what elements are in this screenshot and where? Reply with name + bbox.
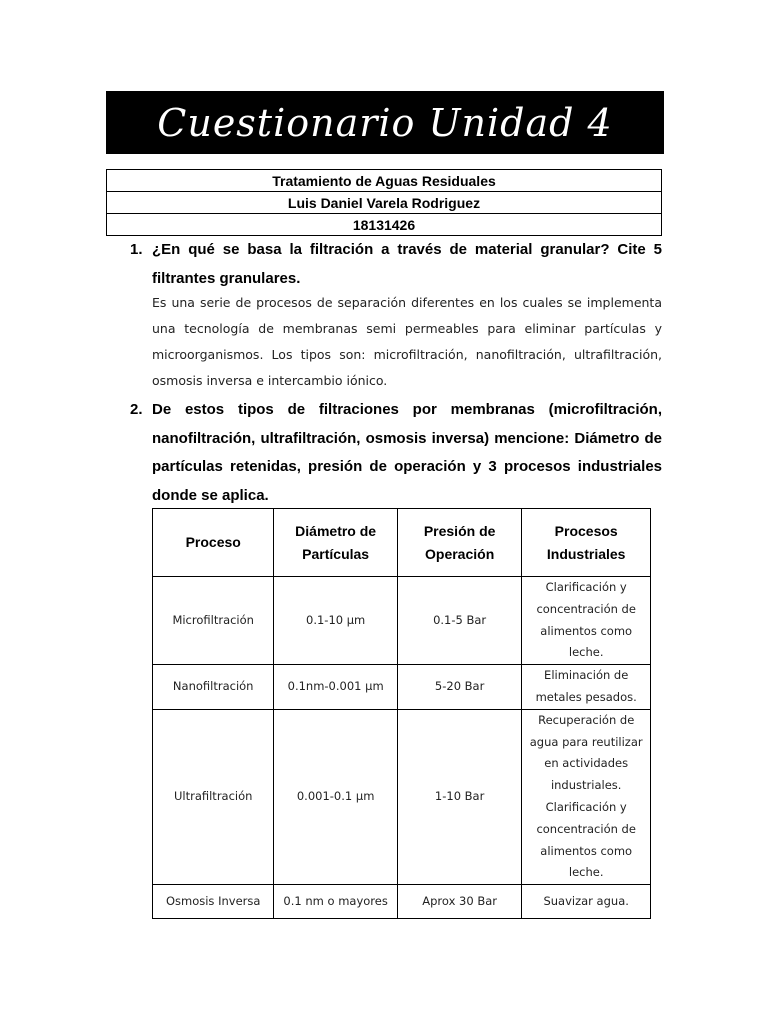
question-1-number: 1. <box>130 241 143 258</box>
cell-industrial: Eliminación de metales pesados. <box>522 665 651 710</box>
cell-pressure: Aprox 30 Bar <box>397 885 522 919</box>
cell-diameter: 0.1nm-0.001 µm <box>274 665 397 710</box>
cell-process: Nanofiltración <box>153 665 274 710</box>
title-banner <box>106 91 664 154</box>
cell-industrial: Recuperación de agua para reutilizar en actividades industriales. Clarificación y concentración de alimentos como leche. <box>522 709 651 884</box>
table-row <box>153 709 651 884</box>
cell-industrial: Clarificación y concentración de alimentos como leche. <box>522 577 651 665</box>
header-presion: Presión de Operación <box>397 509 522 577</box>
question-2-number: 2. <box>130 401 143 418</box>
answer-1: Es una serie de procesos de separación diferentes en los cuales se implementa una tecnología de membranas semi permeables para eliminar partículas y microorganismos. Los tipos son: microfiltración, nanofiltración, ultrafiltración, osmosis inversa e intercambio iónico. <box>152 295 662 388</box>
student-id-cell: 18131426 <box>107 214 662 236</box>
cell-process: Microfiltración <box>153 577 274 665</box>
cell-pressure: 1-10 Bar <box>397 709 522 884</box>
question-2-text: De estos tipos de filtraciones por membranas (microfiltración, nanofiltración, ultrafiltración, osmosis inversa) mencione: Diámetro de partículas retenidas, presión de operación y 3 procesos industriales donde se aplica. <box>152 401 662 504</box>
subject-cell: Tratamiento de Aguas Residuales <box>107 170 662 192</box>
table-row <box>153 665 651 710</box>
cell-industrial: Suavizar agua. <box>522 885 651 919</box>
cell-process: Ultrafiltración <box>153 709 274 884</box>
question-2 <box>130 396 662 510</box>
cell-pressure: 5-20 Bar <box>397 665 522 710</box>
student-name-cell: Luis Daniel Varela Rodriguez <box>107 192 662 214</box>
page-title: Cuestionario Unidad 4 <box>157 100 613 145</box>
membrane-process-table <box>152 508 651 919</box>
cell-process: Osmosis Inversa <box>153 885 274 919</box>
header-proceso: Proceso <box>153 509 274 577</box>
table-row <box>153 885 651 919</box>
table-header-row <box>153 509 651 577</box>
cell-pressure: 0.1-5 Bar <box>397 577 522 665</box>
info-table <box>106 169 662 236</box>
question-1 <box>130 236 662 293</box>
cell-diameter: 0.001-0.1 µm <box>274 709 397 884</box>
header-diametro: Diámetro de Partículas <box>274 509 397 577</box>
question-1-text: ¿En qué se basa la filtración a través de material granular? Cite 5 filtrantes granulares. <box>152 241 662 287</box>
table-row <box>153 577 651 665</box>
cell-diameter: 0.1 nm o mayores <box>274 885 397 919</box>
cell-diameter: 0.1-10 µm <box>274 577 397 665</box>
header-procesos-industriales: Procesos Industriales <box>522 509 651 577</box>
